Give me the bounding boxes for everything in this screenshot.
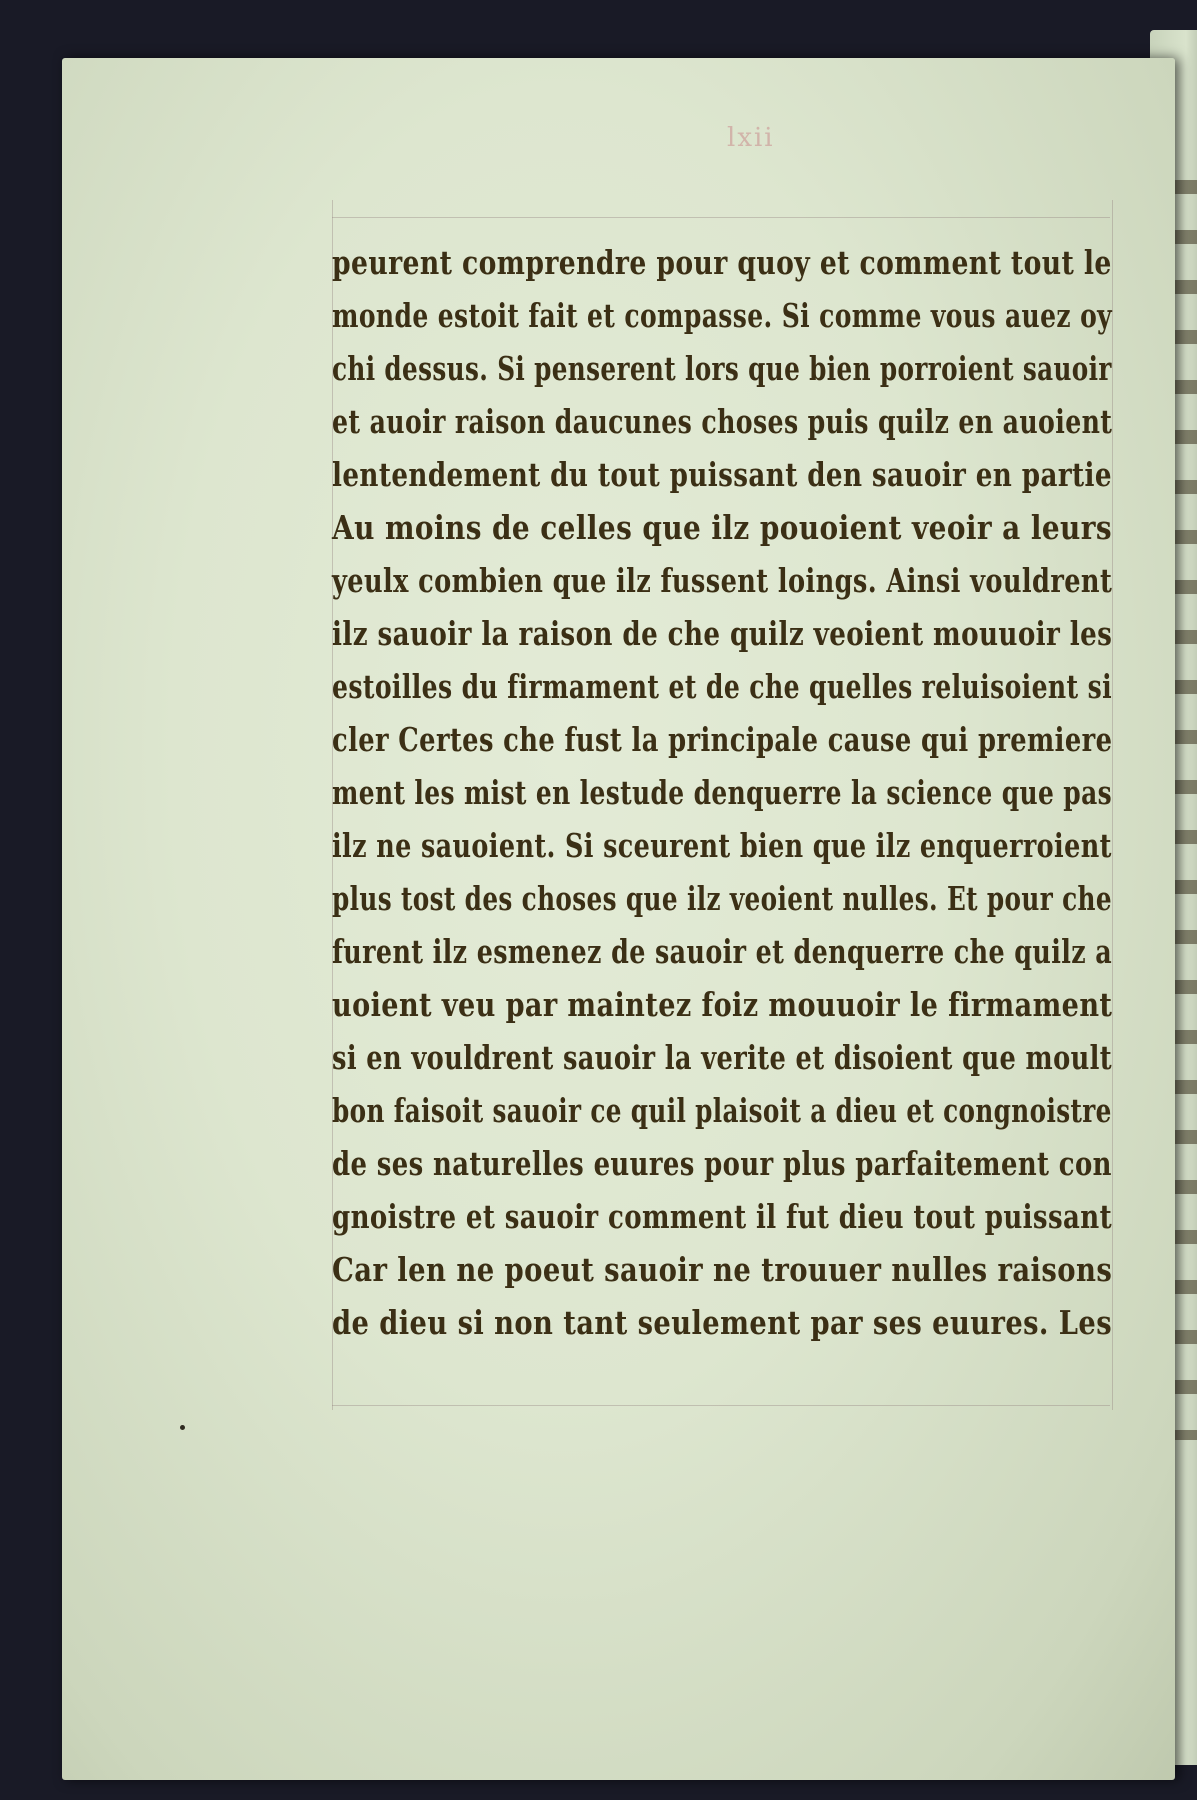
text-line: et auoir raison daucunes choses puis quilz en auoient <box>332 402 1113 441</box>
text-line: yeulx combien que ilz fussent loings. Ainsi vouldrent <box>332 561 1113 600</box>
text-line: gnoistre et sauoir comment il fut dieu tout puissant <box>332 1197 1112 1236</box>
text-line: bon faisoit sauoir ce quil plaisoit a dieu et congnoistre <box>332 1091 1112 1130</box>
text-line: Car len ne poeut sauoir ne trouuer nulles raisons <box>332 1250 1113 1289</box>
text-line: estoilles du firmament et de che quelles reluisoient si <box>332 667 1113 706</box>
text-line: ilz sauoir la raison de che quilz veoient mouuoir les <box>332 614 1113 653</box>
text-line: cler Certes che fust la principale cause qui premiere <box>332 720 1113 759</box>
text-line: de dieu si non tant seulement par ses euures. Les <box>332 1303 1112 1342</box>
text-line: plus tost des choses que ilz veoient nulles. Et pour che <box>332 879 1112 918</box>
ink-dot <box>180 1425 185 1430</box>
text-line: chi dessus. Si penserent lors que bien porroient sauoir <box>332 349 1112 388</box>
text-line: peurent comprendre pour quoy et comment tout le <box>332 243 1112 282</box>
text-line: uoient veu par maintez foiz mouuoir le firmament <box>332 985 1113 1024</box>
text-line: Au moins de celles que ilz pouoient veoir a leurs <box>332 508 1113 547</box>
ruling-line-top <box>332 217 1110 218</box>
ruling-line-bottom <box>332 1405 1110 1406</box>
text-line: lentendement du tout puissant den sauoir en partie <box>332 455 1112 494</box>
text-line: ilz ne sauoient. Si sceurent bien que ilz enquerroient <box>332 826 1112 865</box>
folio-number: lxii <box>727 123 775 153</box>
text-line: de ses naturelles euures pour plus parfaitement con <box>332 1144 1112 1183</box>
text-line: ment les mist en lestude denquerre la science que pas <box>332 773 1113 812</box>
text-line: monde estoit fait et compasse. Si comme vous auez oy <box>332 296 1113 335</box>
text-line: si en vouldrent sauoir la verite et disoient que moult <box>332 1038 1113 1077</box>
text-line: furent ilz esmenez de sauoir et denquerre che quilz a <box>332 932 1113 971</box>
manuscript-text <box>332 236 1122 1349</box>
